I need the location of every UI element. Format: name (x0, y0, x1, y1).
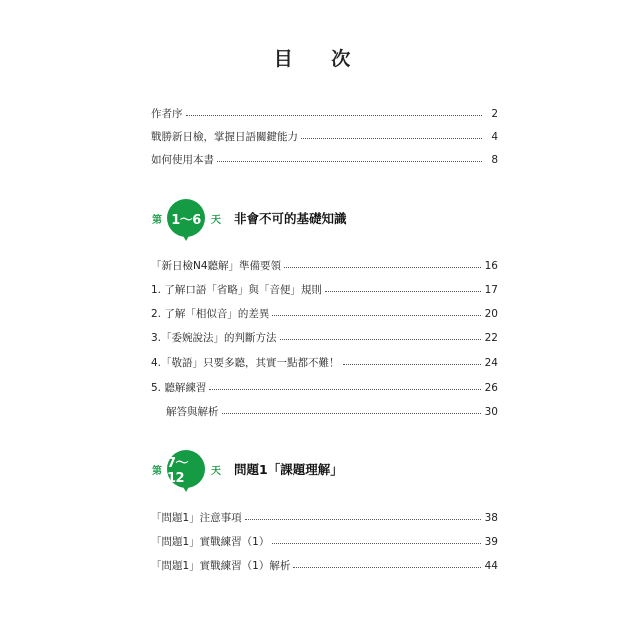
chapter-prefix: 第 (152, 215, 162, 226)
toc-entry[interactable] (151, 510, 498, 526)
day-range: 1〜6 (171, 212, 201, 228)
dotted-leader (217, 161, 482, 162)
toc-entry-page: 30 (484, 406, 498, 418)
chapter-prefix: 第 (152, 466, 162, 477)
chapter-suffix: 天 (211, 466, 221, 477)
dotted-leader (301, 138, 482, 139)
toc-entry-page: 26 (484, 382, 498, 394)
dotted-leader (186, 115, 483, 116)
toc-entry-label: 3.「委婉說法」的判斷方法 (151, 332, 277, 344)
toc-entry[interactable] (151, 404, 498, 420)
dotted-leader (343, 364, 481, 365)
page-title: 目 次 (273, 48, 367, 70)
toc-entry[interactable] (151, 129, 498, 145)
chapter-header-2 (151, 450, 531, 502)
badge-pointer-icon (181, 232, 191, 241)
toc-entry-page: 44 (484, 560, 498, 572)
toc-entry-label: 「問題1」實戰練習（1）解析 (151, 560, 291, 572)
toc-entry-page: 4 (491, 131, 498, 143)
dotted-leader (272, 543, 480, 544)
day-range: 7〜12 (167, 456, 189, 486)
toc-entry-label: 1. 了解口語「省略」與「音便」規則 (151, 284, 322, 296)
toc-entry-page: 2 (491, 108, 498, 120)
toc-entry-label: 「問題1」注意事項 (151, 512, 242, 524)
toc-entry-page: 39 (484, 536, 498, 548)
toc-entry-page: 22 (484, 332, 498, 344)
toc-entry[interactable] (151, 258, 498, 274)
toc-entry[interactable] (151, 355, 498, 371)
toc-entry[interactable] (151, 330, 498, 346)
toc-entry-label: 4.「敬語」只要多聽，其實一點都不難！ (151, 357, 340, 369)
badge-pointer-icon (181, 483, 191, 492)
toc-entry-page: 24 (484, 357, 498, 369)
chapter-suffix: 天 (211, 215, 221, 226)
toc-entry-label: 2. 了解「相似音」的差異 (151, 308, 270, 320)
chapter-title: 非會不可的基礎知識 (234, 211, 347, 226)
toc-entry-label: 5. 聽解練習 (151, 382, 207, 394)
dotted-leader (245, 519, 481, 520)
toc-entry-label: 「新日檢N4聽解」準備要領 (151, 260, 282, 272)
dotted-leader (209, 389, 480, 390)
toc-entry-label: 解答與解析 (166, 406, 219, 418)
dotted-leader (325, 291, 481, 292)
dotted-leader (280, 339, 481, 340)
toc-entry[interactable] (151, 306, 498, 322)
toc-entry-label: 作者序 (151, 108, 183, 120)
toc-entry[interactable] (151, 282, 498, 298)
toc-entry-label: 「問題1」實戰練習（1） (151, 536, 270, 548)
dotted-leader (272, 315, 480, 316)
toc-entry-page: 17 (484, 284, 498, 296)
toc-entry-page: 16 (484, 260, 498, 272)
toc-entry-page: 38 (484, 512, 498, 524)
toc-entry[interactable] (151, 106, 498, 122)
toc-entry[interactable] (151, 380, 498, 396)
dotted-leader (293, 567, 480, 568)
toc-entry-page: 20 (484, 308, 498, 320)
toc-entry[interactable] (151, 534, 498, 550)
toc-entry[interactable] (151, 152, 498, 168)
toc-entry-page: 8 (491, 154, 498, 166)
toc-entry-label: 戰勝新日檢，掌握日語關鍵能力 (151, 131, 298, 143)
dotted-leader (284, 267, 481, 268)
toc-entry-label: 如何使用本書 (151, 154, 214, 166)
toc-entry[interactable] (151, 558, 498, 574)
dotted-leader (222, 413, 481, 414)
chapter-title: 問題1「課題理解」 (234, 462, 343, 477)
chapter-header-1 (151, 199, 531, 251)
